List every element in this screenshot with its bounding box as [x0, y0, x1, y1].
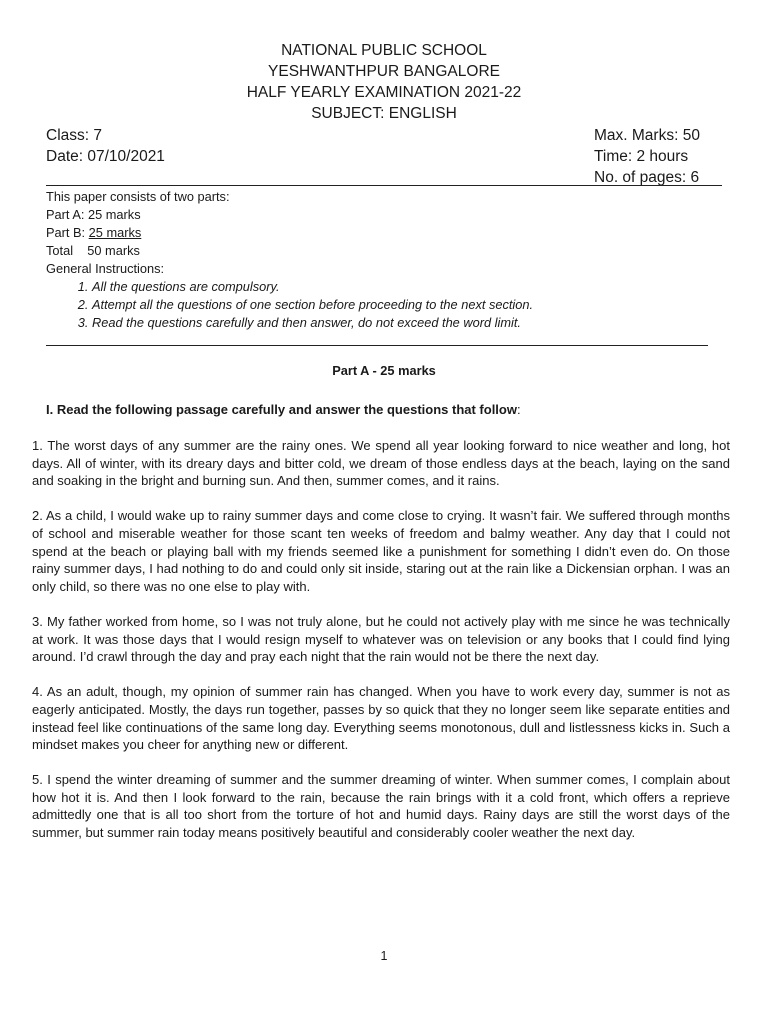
- instruction-item: 2. Attempt all the questions of one section before proceeding to the next section.: [92, 296, 716, 314]
- instruction-item: 3. Read the questions carefully and then answer, do not exceed the word limit.: [92, 314, 716, 332]
- general-instructions-heading: General Instructions:: [46, 261, 165, 276]
- meta-row-1: [46, 125, 722, 146]
- meta-row-2: [46, 146, 722, 167]
- time-label: Time: 2 hours: [594, 148, 689, 165]
- school-location: YESHWANTHPUR BANGALORE: [268, 63, 500, 80]
- paper-intro: [46, 188, 716, 332]
- instruction-item: 1. All the questions are compulsory.: [92, 278, 716, 296]
- question-heading: I. Read the following passage carefully and answer the questions that follow:: [46, 402, 521, 417]
- school-name: NATIONAL PUBLIC SCHOOL: [281, 42, 487, 59]
- exam-header: [0, 40, 768, 124]
- reading-passage: [32, 437, 730, 859]
- page-number: 1: [380, 949, 388, 963]
- part-a-heading: Part A - 25 marks: [332, 363, 436, 378]
- subject-title: SUBJECT: ENGLISH: [311, 105, 457, 122]
- part-b-marks-value: 25 marks: [88, 225, 142, 240]
- part-a-marks: Part A: 25 marks: [46, 207, 141, 222]
- date-label: Date: 07/10/2021: [46, 148, 165, 165]
- exam-meta: [46, 125, 722, 188]
- part-b-marks: Part B: 25 marks: [46, 225, 142, 240]
- class-label: Class: 7: [46, 127, 102, 144]
- consists-text: This paper consists of two parts:: [46, 189, 230, 204]
- passage-paragraph: 2. As a child, I would wake up to rainy summer days and come close to crying. It wasn’t fair. We suffered through months of school and miserable weather for those scant ten weeks of freedom and balmy weather. Any day that I could not spend at the beach or playing ball with my friends seemed like a punishment for something I didn’t even do. On those rainy summer days, I had nothing to do and could only sit inside, staring out at the rain like a Dickensian orphan. I was an only child, so there was no one else to play with.: [32, 508, 730, 594]
- passage-paragraph: 5. I spend the winter dreaming of summer and the summer dreaming of winter. When summer comes, I complain about how hot it is. And then I look forward to the rain, because the rain brings with it a cold front, which offers a reprieve admittedly one that is all too short from the torture of hot and humid days. Rainy days are still the worst days of the summer, but summer rain today means positively beautiful and considerably cooler weather the next day.: [32, 772, 730, 841]
- max-marks-label: Max. Marks: 50: [594, 127, 700, 144]
- instruction-list: [46, 278, 716, 332]
- passage-paragraph: 4. As an adult, though, my opinion of summer rain has changed. When you have to work every day, summer is not as eagerly anticipated. Mostly, the days run together, passes by so quick that they no longer seem like separate entities and instead feel like continuations of the same long day. Everything seems monotonous, dull and listlessness kicks in. Such a mindset makes you cheer for anything new or different.: [32, 684, 730, 753]
- instructions-divider: [46, 345, 708, 346]
- passage-paragraph: 1. The worst days of any summer are the rainy ones. We spend all year looking forward to nice weather and long, hot days. All of winter, with its dreary days and bitter cold, we dream of those endless days at the beach, laying on the sand and soaking in the bright and burning sun. And then, summer comes, and it rains.: [32, 438, 730, 489]
- total-marks: Total 50 marks: [46, 243, 140, 258]
- passage-paragraph: 3. My father worked from home, so I was not truly alone, but he could not actively play with me since he was technically at work. It was those days that I would resign myself to whatever was on television or any books that I could find lying around. I’d crawl through the day and pray each night that the rain would not be there the next day.: [32, 613, 730, 665]
- header-divider: [46, 185, 722, 186]
- pages-label: No. of pages: 6: [594, 169, 700, 186]
- exam-title: HALF YEARLY EXAMINATION 2021-22: [246, 84, 522, 101]
